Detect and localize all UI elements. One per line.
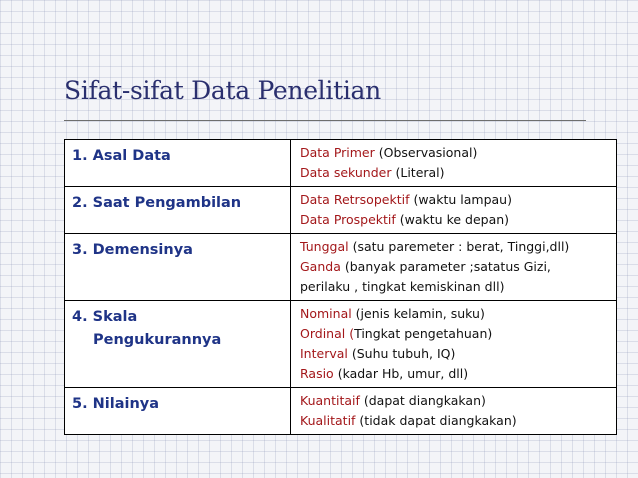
- term: Data Retrsopektif: [300, 192, 410, 207]
- term: Rasio: [300, 366, 334, 381]
- list-item: [300, 364, 610, 384]
- term: Kuantitaif: [300, 393, 360, 408]
- term-description: (Observasional): [374, 145, 478, 160]
- table-row: [65, 388, 617, 435]
- list-item-continuation: perilaku , tingkat kemiskinan dll): [300, 279, 505, 294]
- term: Data Primer: [300, 145, 375, 160]
- row-label: 1. Asal Data: [72, 148, 171, 164]
- term-description: (dapat diangkakan): [359, 393, 486, 408]
- term-description: (waktu lampau): [409, 192, 512, 207]
- term-description: (satu paremeter : berat, Tinggi,dll): [348, 239, 570, 254]
- table-row: [65, 187, 617, 234]
- row-values-cell: [291, 388, 617, 435]
- list-item: [300, 257, 610, 277]
- row-label-cell: [65, 187, 291, 234]
- list-item: [300, 411, 610, 431]
- term-description: (Literal): [391, 165, 445, 180]
- list-item: [300, 324, 610, 344]
- list-item: [300, 391, 610, 411]
- row-label-cell: [65, 234, 291, 301]
- title-divider: [64, 120, 586, 121]
- term: Ganda: [300, 259, 341, 274]
- list-item: [300, 190, 610, 210]
- list-item: [300, 163, 610, 183]
- table-row: [65, 234, 617, 301]
- term-description: (kadar Hb, umur, dll): [333, 366, 469, 381]
- table-row: [65, 140, 617, 187]
- term: Data sekunder: [300, 165, 392, 180]
- list-item: [300, 304, 610, 324]
- page-title: Sifat-sifat Data Penelitian: [64, 76, 381, 105]
- term-description: Tingkat pengetahuan): [354, 326, 493, 341]
- table-row: [65, 301, 617, 388]
- row-label: 3. Demensinya: [72, 242, 193, 258]
- list-item: [300, 237, 610, 257]
- term: Interval: [300, 346, 348, 361]
- term-description: (Suhu tubuh, IQ): [347, 346, 456, 361]
- row-label: 2. Saat Pengambilan: [72, 195, 242, 211]
- list-item: [300, 143, 610, 163]
- term-description: (banyak parameter ;satatus Gizi,: [340, 259, 551, 274]
- row-label-cell: [65, 140, 291, 187]
- data-properties-table: [64, 139, 617, 435]
- term-description: (tidak dapat diangkakan): [355, 413, 517, 428]
- row-label: 5. Nilainya: [72, 396, 160, 412]
- list-item: [300, 210, 610, 230]
- row-values-cell: [291, 301, 617, 388]
- term: Kualitatif: [300, 413, 356, 428]
- term: Ordinal (: [300, 326, 355, 341]
- row-values-cell: [291, 140, 617, 187]
- term: Tunggal: [300, 239, 349, 254]
- list-item: [300, 344, 610, 364]
- row-label-cell: [65, 301, 291, 388]
- row-values-cell: [291, 234, 617, 301]
- term-description: (waktu ke depan): [395, 212, 510, 227]
- term-description: (jenis kelamin, suku): [351, 306, 485, 321]
- term: Data Prospektif: [300, 212, 396, 227]
- row-label: 4. Skala: [72, 309, 138, 325]
- row-values-cell: [291, 187, 617, 234]
- row-label-continuation: Pengukurannya: [93, 332, 222, 348]
- term: Nominal: [300, 306, 352, 321]
- row-label-cell: [65, 388, 291, 435]
